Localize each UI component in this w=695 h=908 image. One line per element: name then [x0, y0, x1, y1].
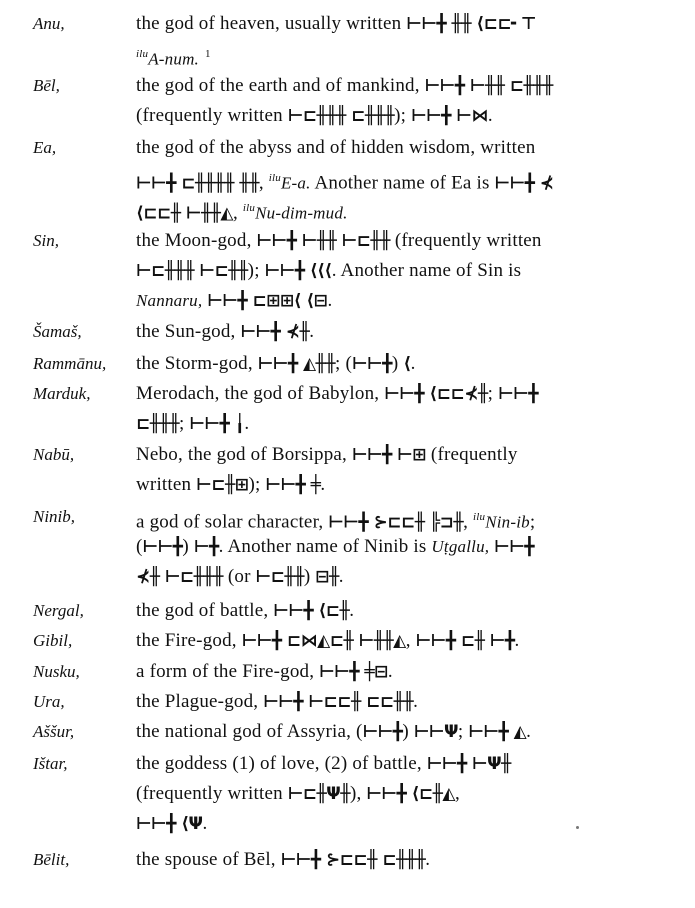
definition-text: ) [182, 536, 194, 557]
determinative: ilu [268, 172, 281, 184]
entry-line [136, 846, 430, 874]
entry-line [136, 102, 493, 130]
entry-term: Nusku, [33, 662, 80, 681]
cuneiform-signs: ⊢⊢╋ ⊱⊏⊏╫ ╠⊐╫ [328, 512, 464, 533]
definition-text: Nebo, the god of Borsippa, [136, 444, 352, 465]
definition-text: Merodach, the god of Babylon, [136, 383, 385, 404]
entry-line [136, 257, 521, 285]
cuneiform-signs: ⊟╫ [315, 567, 339, 587]
entry-line [136, 718, 531, 746]
cuneiform-signs: ⊢╋ [193, 537, 219, 557]
definition-text: a form of the Fire-god, [136, 661, 320, 682]
entry-line [136, 380, 538, 408]
transliteration: Uṭgallu, [431, 537, 490, 556]
cuneiform-signs: ⊢⊏╫⊞ [196, 475, 249, 495]
entry-term: Bēlit, [33, 850, 70, 869]
determinative: ilu [472, 511, 486, 523]
cuneiform-signs: ⟨⊏⊏╫ ⊢╫╫◭ [136, 203, 233, 224]
entry-term: Ura, [33, 692, 65, 711]
definition-text: ) [391, 353, 404, 374]
cuneiform-signs: ⊏╫╫╫ [136, 414, 179, 434]
definition-text: the god of the earth and of mankind, [136, 75, 425, 96]
transliteration: Nu-dim-mud. [255, 203, 348, 223]
cuneiform-signs: ⊢⊢╋ ⊢Ψ╫ [426, 754, 511, 774]
definition-text: ; ( [335, 353, 352, 374]
definition-text: ); [248, 474, 266, 495]
cuneiform-signs: ⊢⊢╋ [494, 537, 534, 557]
definition-text: ; [457, 721, 469, 742]
footnote-mark: 1 [205, 48, 211, 60]
cuneiform-signs: ⊢⊢╋ ⊱⊏⊏╫ ⊏╫╫╫ [280, 850, 426, 870]
definition-text: . [309, 321, 315, 342]
definition-text: the god of the abyss and of hidden wisdom, written [136, 137, 536, 158]
definition-text: . [349, 600, 355, 621]
entry-line [136, 164, 554, 197]
entry-term: Ištar, [33, 754, 68, 773]
definition-text: ; [487, 383, 499, 404]
cuneiform-signs: ⊢⊢Ψ [413, 722, 458, 742]
definition-text: . [410, 353, 416, 374]
entry-line [136, 441, 518, 469]
definition-text: (frequently [425, 444, 518, 465]
cuneiform-signs: ⊢⊢╋ ⊢⊞ [351, 445, 426, 465]
entry-line [136, 40, 211, 73]
cuneiform-signs: ⊢⊢╋ ⊏⊞⊞⟨ ⟨⊟ [207, 291, 328, 311]
definition-text: . [320, 474, 326, 495]
speck-mark [576, 826, 579, 829]
entry-line [136, 10, 536, 38]
definition-text: the Sun-god, [136, 321, 241, 342]
cuneiform-signs: ⊢⊢╋ ⟨⊏⊏⊀╫ [384, 384, 488, 404]
definition-text: . [413, 691, 419, 712]
entry-term: Šamaš, [33, 322, 82, 341]
definition-text: the Storm-god, [136, 353, 258, 374]
definition-text: . [526, 721, 532, 742]
definition-text: ( [136, 536, 143, 557]
definition-text: the god of battle, [136, 600, 274, 621]
definition-text: . [387, 661, 393, 682]
cuneiform-signs: ⟨ [403, 354, 411, 374]
entry-term: Nabū, [33, 445, 75, 464]
definition-text: a god of solar character, [136, 511, 329, 533]
cuneiform-signs: ⊢⊢╋ ⊏╫╫╫╫ ╫╫ [136, 173, 259, 194]
entry-line [136, 688, 418, 716]
cuneiform-signs: ⊢⊢╋ ╫╫ ⟨⊏⊏╸⊤ [406, 14, 536, 34]
definition-text: , [454, 783, 460, 804]
cuneiform-signs: ⊢⊢╋ [142, 537, 183, 557]
definition-text: (frequently written [389, 230, 542, 251]
cuneiform-signs: ⊢⊢╋ [362, 722, 403, 742]
cuneiform-signs: ⊢⊢╋ ╪⊟ [319, 662, 388, 682]
entry-term: Nergal, [33, 601, 84, 620]
cuneiform-signs: ⊢⊏╫╫╫ ⊢⊏╫╫ [136, 261, 248, 281]
definition-text: , [233, 202, 243, 224]
cuneiform-signs: ⊢⊏╫Ψ╫ [287, 784, 350, 804]
definition-text: , [463, 511, 473, 533]
entry-term: Rammānu, [33, 354, 107, 373]
cuneiform-signs: ⊢⊢╋ ⟨Ψ [136, 814, 203, 834]
cuneiform-signs: ⊢⊢╋ ⊢╫╫ ⊢⊏╫╫ [256, 231, 390, 251]
entry-line [136, 503, 535, 536]
definition-text: the national god of Assyria, ( [136, 721, 363, 742]
entry-line [136, 750, 511, 778]
definition-text: Another name of Ea is [310, 172, 495, 194]
definition-text: . Another name of Ninib is [218, 536, 432, 557]
cuneiform-signs: ⊢⊢╋ ⟨⊏╫◭ [366, 784, 455, 804]
definition-text: ); [247, 260, 265, 281]
entry-line [136, 318, 314, 346]
definition-text: . [202, 813, 208, 834]
entry-term: Marduk, [33, 384, 91, 403]
determinative: ilu [242, 202, 256, 214]
entry-term: Ea, [33, 138, 57, 157]
cuneiform-signs: ⊢⊢╋ ◭ [468, 722, 527, 742]
definition-text: ); [394, 105, 412, 126]
definition-text: ) [303, 566, 316, 587]
entry-line [136, 227, 542, 255]
definition-text: , [258, 172, 269, 194]
entry-line [136, 72, 553, 100]
definition-text: the spouse of Bēl, [136, 849, 281, 870]
definition-text: . [425, 849, 431, 870]
transliteration: Nannaru, [136, 291, 203, 310]
entry-line [136, 810, 207, 838]
entry-line [136, 563, 344, 591]
cuneiform-signs: ⊢⊢╋ ⊀ [494, 173, 554, 194]
entry-term: Anu, [33, 14, 65, 33]
cuneiform-signs: ⊢⊏╫╫ [255, 567, 304, 587]
entry-line [136, 658, 393, 686]
definition-text: ), [349, 783, 367, 804]
definition-text: the god of heaven, usually written [136, 13, 407, 34]
entry-line [136, 533, 534, 561]
entry-line [136, 597, 354, 625]
cuneiform-signs: ⊢⊢╋ ╽ [189, 414, 245, 434]
definition-text: the goddess (1) of love, (2) of battle, [136, 753, 427, 774]
entry-term: Sin, [33, 231, 59, 250]
definition-text: ; [178, 413, 190, 434]
definition-text: . Another name of Sin is [331, 260, 522, 281]
cuneiform-signs: ⊀╫ ⊢⊏╫╫╫ [136, 567, 223, 587]
transliteration: E-a. [280, 173, 311, 193]
entry-line [136, 780, 460, 808]
cuneiform-signs: ⊢⊢╋ ⊢⊏⊏╫ ⊏⊏╫╫ [263, 692, 414, 712]
cuneiform-signs: ⊢⊢╋ [498, 384, 538, 404]
definition-text: the Moon-god, [136, 230, 257, 251]
entry-line [136, 471, 325, 499]
transliteration: A-num. [148, 49, 199, 69]
definition-text: ) [402, 721, 414, 742]
definition-text: written [136, 474, 197, 495]
entry-line [136, 194, 348, 227]
definition-text: . [327, 290, 333, 311]
definition-text: . [244, 413, 250, 434]
definition-text: ; [529, 511, 536, 533]
cuneiform-signs: ⊢⊢╋ [352, 354, 392, 374]
definition-text: the Fire-god, [136, 630, 242, 651]
definition-text: . [514, 630, 520, 651]
entry-term: Ninib, [33, 507, 76, 526]
definition-text: . [487, 105, 493, 126]
cuneiform-signs: ⊢⊢╋ ⊀╫ [240, 322, 310, 342]
transliteration: Nin-ib [485, 512, 530, 532]
determinative: ilu [136, 48, 149, 60]
definition-text: , [405, 630, 416, 651]
cuneiform-signs: ⊢⊢╋ ⊏╫ ⊢╋ [415, 631, 515, 651]
definition-text: . [338, 566, 344, 587]
entry-line [136, 410, 249, 438]
cuneiform-signs: ⊢⊏╫╫╫ ⊏╫╫╫ [287, 106, 395, 126]
entry-line [136, 134, 535, 162]
cuneiform-signs: ⊢⊢╋ ╪ [265, 475, 321, 495]
cuneiform-signs: ⊢⊢╋ ⊏⋈◭⊏╫ ⊢╫╫◭ [241, 631, 406, 651]
entry-line [136, 627, 520, 655]
definition-text: (frequently written [136, 783, 288, 804]
entry-line [136, 350, 416, 378]
cuneiform-signs: ⊢⊢╋ ⟨⟨⟨ [264, 261, 332, 281]
cuneiform-signs: ⊢⊢╋ ⊢⋈ [411, 106, 488, 126]
cuneiform-signs: ⊢⊢╋ ◭╫╫ [257, 354, 336, 374]
entry-term: Bēl, [33, 76, 60, 95]
entry-term: Gibil, [33, 631, 73, 650]
cuneiform-signs: ⊢⊢╋ ⊢╫╫ ⊏╫╫╫ [424, 76, 553, 96]
entry-term: Aššur, [33, 722, 75, 741]
cuneiform-signs: ⊢⊢╋ ⟨⊏╫ [273, 601, 350, 621]
definition-text: the Plague-god, [136, 691, 264, 712]
definition-text: (frequently written [136, 105, 288, 126]
definition-text: (or [222, 566, 256, 587]
entry-line [136, 287, 332, 315]
